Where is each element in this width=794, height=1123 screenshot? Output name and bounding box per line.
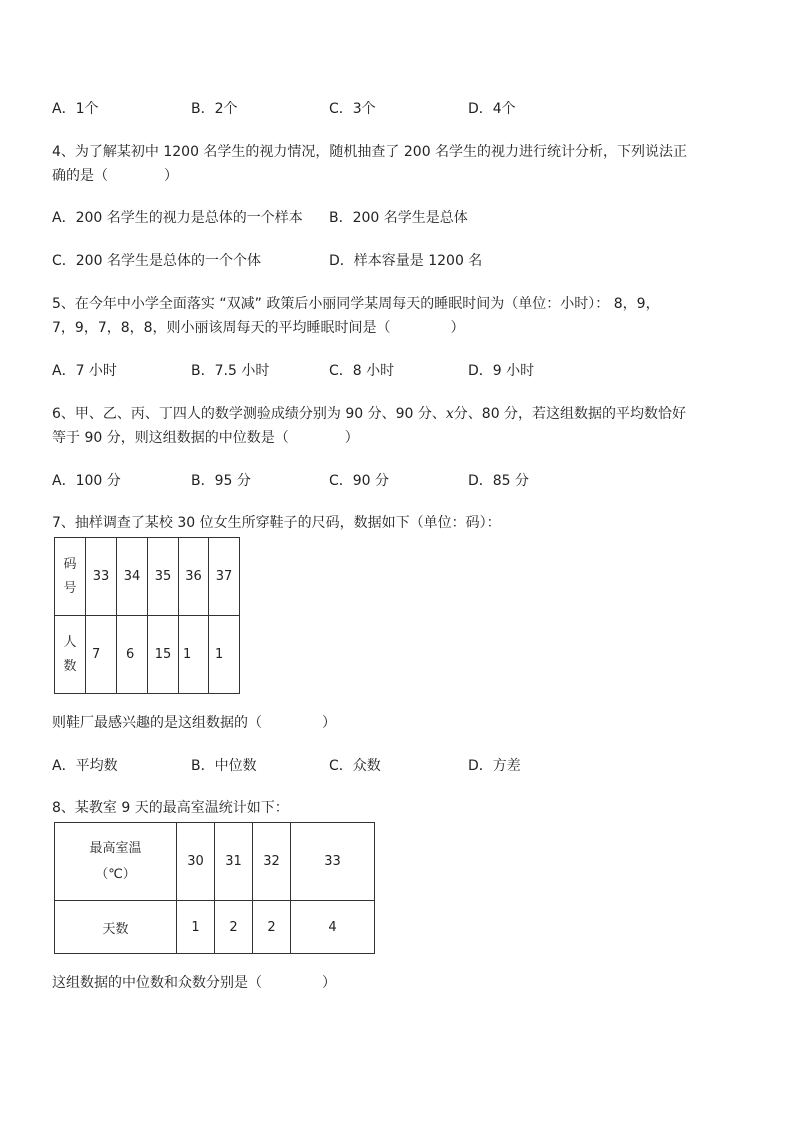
q7-stem: 7、抽样调查了某校 30 位女生所穿鞋子的尺码，数据如下（单位：码）： bbox=[52, 515, 501, 531]
q6-option-c[interactable]: C．90 分 bbox=[329, 473, 390, 489]
q6-stem-prefix: 等于 90 分，则这组数据的中位数是（ bbox=[52, 430, 289, 446]
q4-stem-line1: 4、为了解某初中 1200 名学生的视力情况，随机抽查了 200 名学生的视力进行统计分析，下列说法正 bbox=[52, 144, 688, 160]
q7-size-header-char2: 号 bbox=[63, 580, 77, 596]
q5-option-d[interactable]: D．9 小时 bbox=[468, 363, 535, 379]
q7-count-header-char2: 数 bbox=[63, 658, 77, 674]
q8-temp-cell: 30 bbox=[177, 823, 215, 901]
q8-days-cell: 4 bbox=[291, 901, 375, 954]
q7-count-header bbox=[55, 616, 86, 694]
q7-question-prefix: 则鞋厂最感兴趣的是这组数据的（ bbox=[52, 715, 262, 731]
q8-days-cell: 1 bbox=[177, 901, 215, 954]
q6-stem-suffix: ） bbox=[344, 430, 359, 446]
q5-stem-line2 bbox=[52, 318, 465, 338]
q7-count-cell: 1 bbox=[209, 616, 240, 694]
q5-stem-line1: 5、在今年中小学全面落实 “双减” 政策后小丽同学某周每天的睡眠时间为（单位：小时）： 8，9， bbox=[52, 296, 660, 312]
q7-size-cell: 35 bbox=[148, 538, 179, 616]
q3-option-c[interactable]: C．3个 bbox=[329, 101, 376, 117]
q7-count-cell: 1 bbox=[179, 616, 209, 694]
q6-stem-part2: 分、80 分，若这组数据的平均数恰好 bbox=[453, 406, 687, 422]
q8-temp-header-line1: 最高室温 bbox=[89, 840, 142, 856]
q8-stem: 8、某教室 9 天的最高室温统计如下： bbox=[52, 800, 289, 816]
q3-option-a[interactable]: A．1个 bbox=[52, 101, 99, 117]
q8-temp-cell: 31 bbox=[215, 823, 253, 901]
q7-option-a[interactable]: A．平均数 bbox=[52, 758, 118, 774]
table-row bbox=[55, 901, 375, 954]
q5-option-a[interactable]: A．7 小时 bbox=[52, 363, 117, 379]
q7-size-cell: 33 bbox=[86, 538, 117, 616]
q6-options bbox=[52, 471, 732, 491]
q7-count-cell: 6 bbox=[117, 616, 148, 694]
q4-option-c[interactable]: C．200 名学生是总体的一个个体 bbox=[52, 253, 261, 269]
q7-options bbox=[52, 756, 732, 776]
q6-stem-line2 bbox=[52, 428, 359, 448]
q8-days-cell: 2 bbox=[215, 901, 253, 954]
q6-stem-line1 bbox=[52, 404, 686, 424]
q6-variable-x: x bbox=[445, 406, 454, 422]
q4-stem-prefix: 确的是（ bbox=[52, 168, 108, 184]
q3-option-d[interactable]: D．4个 bbox=[468, 101, 516, 117]
q8-days-header: 天数 bbox=[55, 901, 177, 954]
q7-size-cell: 36 bbox=[179, 538, 209, 616]
q8-temp-cell: 33 bbox=[291, 823, 375, 901]
q7-size-cell: 34 bbox=[117, 538, 148, 616]
q4-option-b[interactable]: B．200 名学生是总体 bbox=[329, 210, 468, 226]
q6-option-b[interactable]: B．95 分 bbox=[191, 473, 251, 489]
q7-count-cell: 7 bbox=[86, 616, 117, 694]
q8-question-prefix: 这组数据的中位数和众数分别是（ bbox=[52, 975, 262, 991]
q8-temp-header bbox=[55, 823, 177, 901]
q6-option-d[interactable]: D．85 分 bbox=[468, 473, 530, 489]
q7-option-d[interactable]: D．方差 bbox=[468, 758, 521, 774]
q5-options bbox=[52, 361, 732, 381]
q7-size-cell: 37 bbox=[209, 538, 240, 616]
q7-count-cell: 15 bbox=[148, 616, 179, 694]
q8-temp-cell: 32 bbox=[253, 823, 291, 901]
q4-options-row2 bbox=[52, 251, 732, 271]
q5-option-b[interactable]: B．7.5 小时 bbox=[191, 363, 270, 379]
q5-option-c[interactable]: C．8 小时 bbox=[329, 363, 395, 379]
q5-stem-suffix: ） bbox=[450, 320, 465, 336]
q4-option-a[interactable]: A．200 名学生的视力是总体的一个样本 bbox=[52, 210, 303, 226]
q8-days-cell: 2 bbox=[253, 901, 291, 954]
q3-option-b[interactable]: B．2个 bbox=[191, 101, 238, 117]
table-row bbox=[55, 538, 240, 616]
q8-temperature-table bbox=[54, 822, 375, 954]
q3-options bbox=[52, 99, 732, 119]
q7-question bbox=[52, 713, 336, 733]
table-row bbox=[55, 823, 375, 901]
table-row bbox=[55, 616, 240, 694]
q6-option-a[interactable]: A．100 分 bbox=[52, 473, 121, 489]
q4-stem-suffix: ） bbox=[164, 168, 178, 184]
q4-stem-line2 bbox=[52, 166, 178, 186]
q6-stem-part1: 6、甲、乙、丙、丁四人的数学测验成绩分别为 90 分、90 分、 bbox=[52, 406, 446, 422]
q4-options-row1 bbox=[52, 208, 732, 228]
q7-question-suffix: ） bbox=[322, 715, 336, 731]
q8-question-suffix: ） bbox=[322, 975, 336, 991]
q4-option-d[interactable]: D．样本容量是 1200 名 bbox=[329, 253, 483, 269]
q5-stem-prefix: 7，9，7，8，8，则小丽该周每天的平均睡眠时间是（ bbox=[52, 320, 391, 336]
q7-option-b[interactable]: B．中位数 bbox=[191, 758, 257, 774]
q8-question bbox=[52, 973, 336, 993]
q7-size-header bbox=[55, 538, 86, 616]
q7-count-header-char1: 人 bbox=[63, 634, 77, 650]
q8-temp-header-line2: （℃） bbox=[95, 866, 136, 882]
q7-option-c[interactable]: C．众数 bbox=[329, 758, 381, 774]
q7-size-header-char1: 码 bbox=[63, 556, 77, 572]
q7-shoe-size-table bbox=[54, 537, 240, 694]
